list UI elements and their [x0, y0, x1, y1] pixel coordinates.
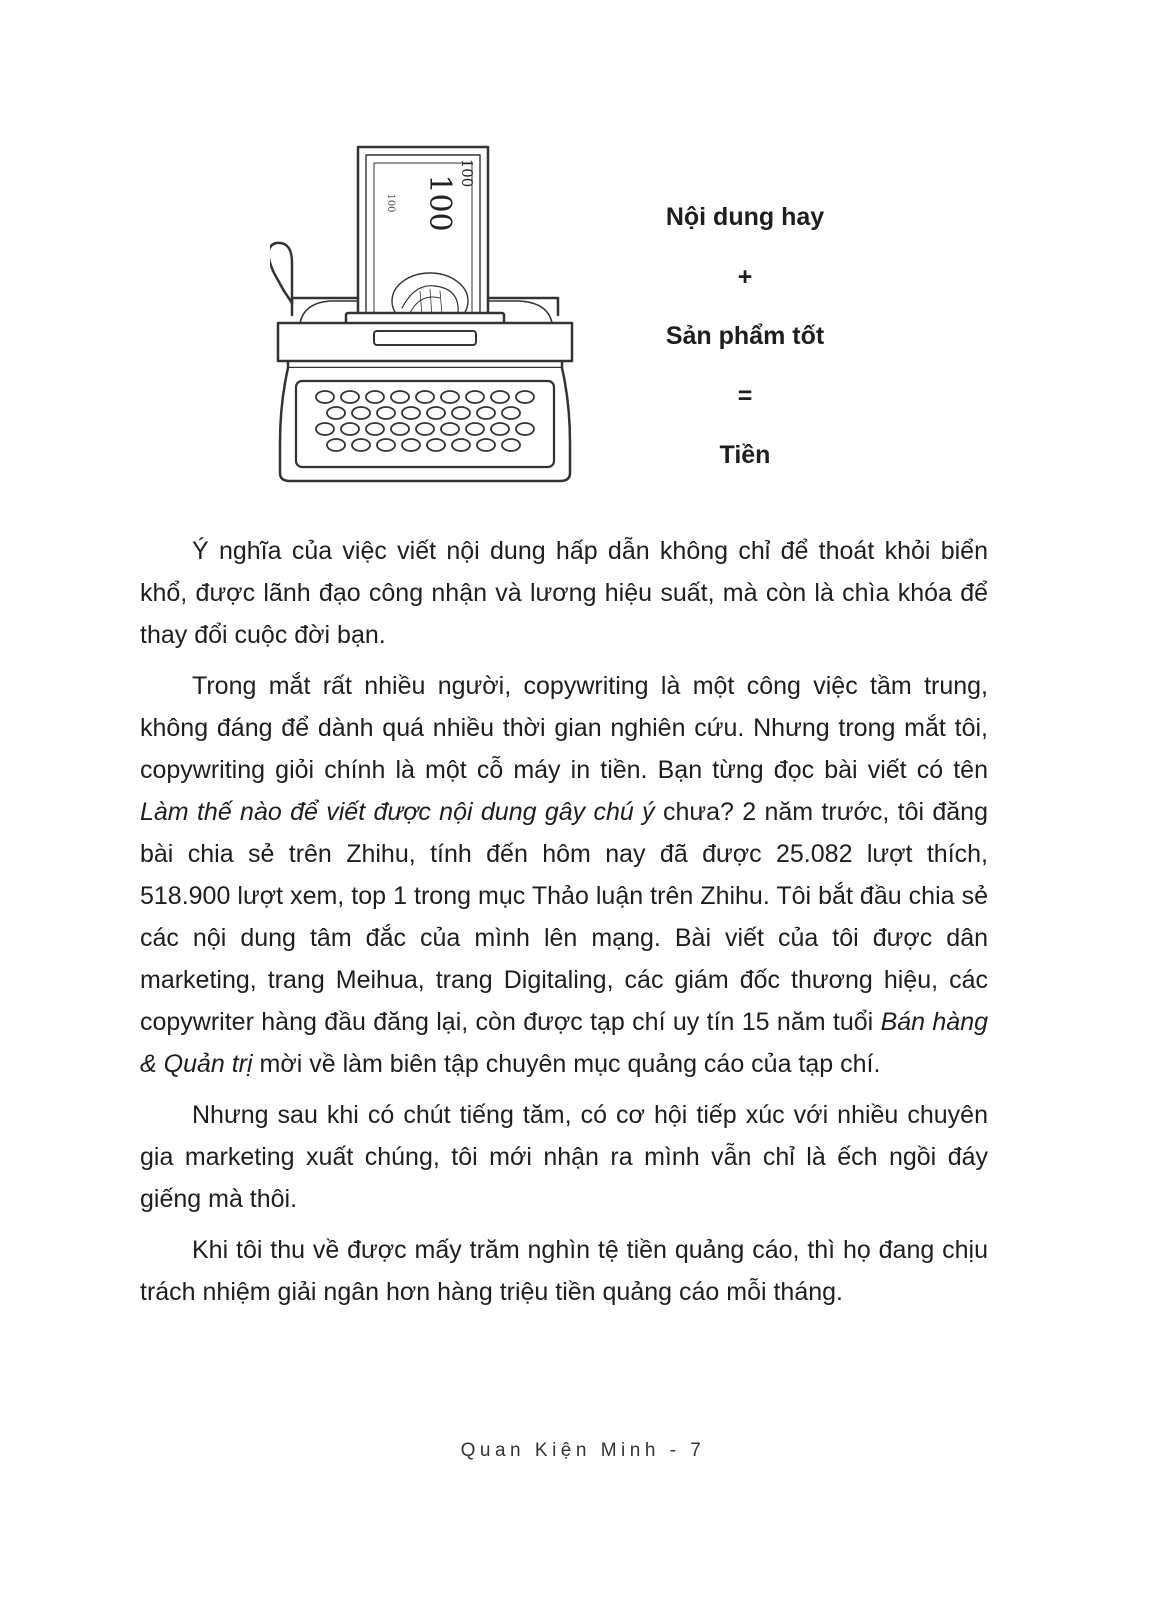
banknote-value-small: 100 [458, 158, 476, 188]
paragraph-2-part-a: Trong mắt rất nhiều người, copywriting là một công việc tầm trung, không đáng để dành quá nhiều thời gian nghiên cứu. Nhưng trong mắt tôi, copywriting giỏi chính là một cỗ máy in tiền. Bạn từng đọc bài viết có tên [140, 672, 988, 784]
page-footer: Quan Kiện Minh - 7 [460, 1440, 706, 1461]
paragraph-2 [140, 665, 988, 1085]
equation-result: Tiền [719, 441, 771, 469]
paragraph-3: Nhưng sau khi có chút tiếng tăm, có cơ hội tiếp xúc với nhiều chuyên gia marketing xuất chúng, tôi mới nhận ra mình vẫn chỉ là ếch ngồi đáy giếng mà thôi. [140, 1101, 988, 1213]
paragraph-2-part-b: chưa? 2 năm trước, tôi đăng bài chia sẻ trên Zhihu, tính đến hôm nay đã được 25.082 lượt thích, 518.900 lượt xem, top 1 trong mục Thảo luận trên Zhihu. Tôi bắt đầu chia sẻ các nội dung tâm đắc của mình lên mạng. Bài viết của tôi được dân marketing, trang Meihua, trang Digitaling, các giám đốc thương hiệu, các copywriter hàng đầu đăng lại, còn được tạp chí uy tín 15 năm tuổi [140, 798, 988, 1036]
paragraph-2-part-c: mời về làm biên tập chuyên mục quảng cáo của tạp chí. [252, 1050, 881, 1078]
paragraph-1: Ý nghĩa của việc viết nội dung hấp dẫn không chỉ để thoát khỏi biển khổ, được lãnh đạo công nhận và lương hiệu suất, mà còn là chìa khóa để thay đổi cuộc đời bạn. [140, 537, 988, 649]
equation-equals: = [737, 381, 753, 410]
magazine-title: Bán hàng & Quản trị [140, 1008, 989, 1078]
equation-term-product: Sản phẩm tốt [665, 322, 825, 350]
body-text [140, 530, 988, 1322]
banknote-value-small-2: 100 [385, 193, 396, 213]
equation-plus: + [737, 262, 753, 291]
paragraph-4: Khi tôi thu về được mấy trăm nghìn tệ tiền quảng cáo, thì họ đang chịu trách nhiệm giải ngân hơn hàng triệu tiền quảng cáo mỗi tháng. [140, 1236, 988, 1306]
article-title: Làm thế nào để viết được nội dung gây chú ý [140, 798, 655, 826]
banknote-value-large: 100 [422, 174, 457, 232]
equation [620, 195, 870, 493]
typewriter-printing-money-icon [270, 143, 580, 493]
equation-term-content: Nội dung hay [665, 203, 825, 231]
